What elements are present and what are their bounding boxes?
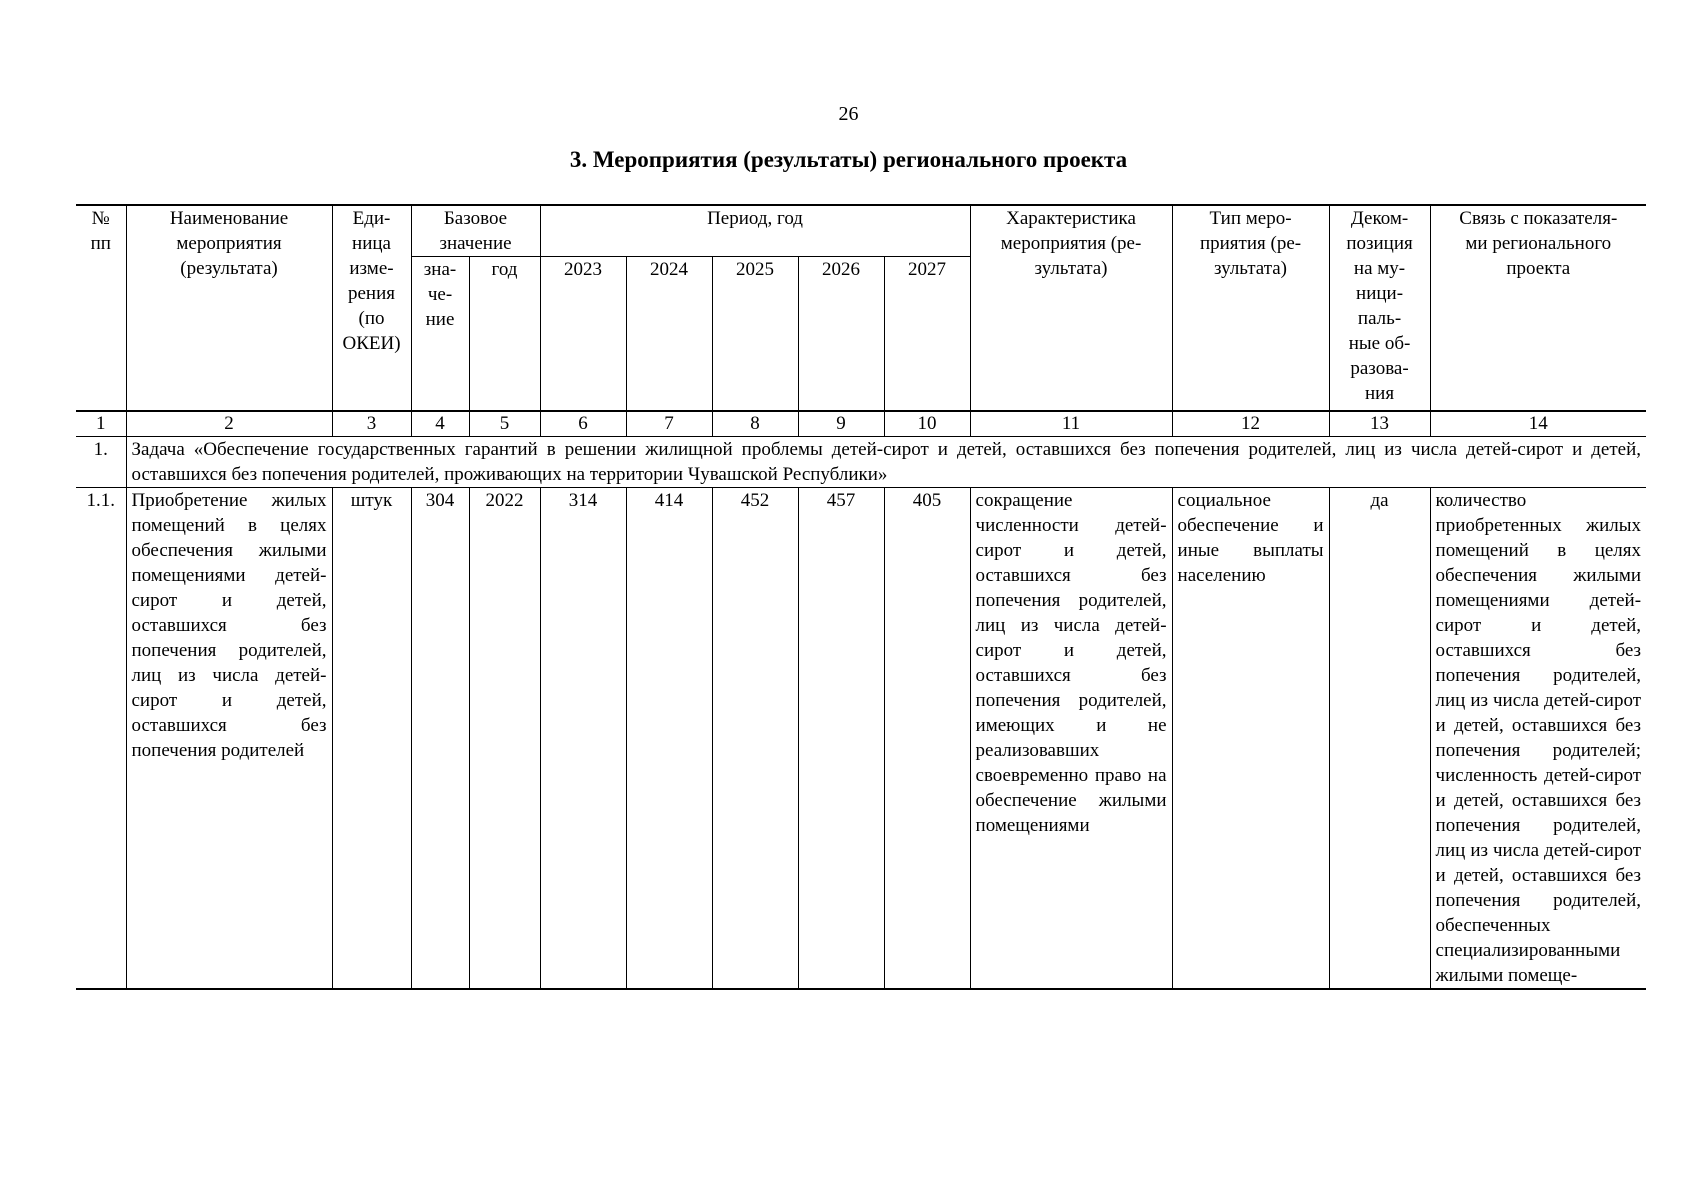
header-year-2027: 2027	[884, 257, 970, 283]
header-year-2026-space	[798, 282, 884, 411]
column-number: 10	[884, 411, 970, 437]
header-characteristic: Характеристика мероприятия (ре- зультата)	[970, 205, 1172, 411]
header-type: Тип меро- приятия (ре- зультата)	[1172, 205, 1329, 411]
item-value-2024: 414	[626, 488, 712, 990]
page-number: 26	[838, 103, 859, 125]
header-year-2024: 2024	[626, 257, 712, 283]
table-row	[76, 488, 1646, 990]
item-base-value: 304	[411, 488, 469, 990]
column-numbers-row	[76, 411, 1646, 437]
item-number: 1.1.	[76, 488, 126, 990]
header-number: № пп	[76, 205, 126, 411]
column-number: 4	[411, 411, 469, 437]
header-base: Базовое значение	[411, 205, 540, 257]
measures-table	[76, 204, 1646, 990]
column-number: 1	[76, 411, 126, 437]
header-year-2023: 2023	[540, 257, 626, 283]
column-number: 3	[332, 411, 411, 437]
header-unit: Еди- ница изме- рения (по ОКЕИ)	[332, 205, 411, 411]
column-number: 13	[1329, 411, 1430, 437]
column-number: 5	[469, 411, 540, 437]
item-value-2026: 457	[798, 488, 884, 990]
header-base-value: зна- че- ние	[411, 257, 469, 412]
column-number: 2	[126, 411, 332, 437]
header-year-2026: 2026	[798, 257, 884, 283]
item-value-2025: 452	[712, 488, 798, 990]
header-link: Связь с показателя- ми регионального проекта	[1430, 205, 1646, 411]
column-number: 6	[540, 411, 626, 437]
task-text: Задача «Обеспечение государственных гарантий в решении жилищной проблемы детей-сирот и детей, оставшихся без попечения родителей, лиц из числа детей-сирот и детей, оставшихся без попечения родителей, проживающих на территории Чувашской Республики»	[126, 437, 1646, 488]
section-title: 3. Мероприятия (результаты) регионального проекта	[569, 147, 1128, 172]
item-base-year: 2022	[469, 488, 540, 990]
header-year-2025: 2025	[712, 257, 798, 283]
column-number: 12	[1172, 411, 1329, 437]
header-year-2024-space	[626, 282, 712, 411]
column-number: 14	[1430, 411, 1646, 437]
item-name: Приобретение жилых помещений в целях обеспечения жилыми помещениями детей-сирот и детей, оставшихся без попечения родителей, лиц из числа детей-сирот и детей, оставшихся без попечения родителей	[126, 488, 332, 990]
item-characteristic: сокращение численности детей-сирот и детей, оставшихся без попечения родителей, лиц из числа детей-сирот и детей, оставшихся без попечения родителей, имеющих и не реализовавших своевременно право на обеспечение жилыми помещениями	[970, 488, 1172, 990]
header-year-2023-space	[540, 282, 626, 411]
header-base-year: год	[469, 257, 540, 412]
task-number: 1.	[76, 437, 126, 488]
item-link: количество приобретенных жилых помещений в целях обеспечения жилыми помещениями детей-сирот и детей, оставшихся без попечения родителей, лиц из числа детей-сирот и детей, оставшихся без попечения родителей; численность детей-сирот и детей, оставшихся без попечения родителей, лиц из числа детей-сирот и детей, оставшихся без попечения родителей, обеспеченных специализированными жилыми помеще-	[1430, 488, 1646, 990]
column-number: 7	[626, 411, 712, 437]
column-number: 9	[798, 411, 884, 437]
header-decomposition: Деком- позиция на му- ници- паль- ные об- разова- ния	[1329, 205, 1430, 411]
item-decomposition: да	[1329, 488, 1430, 990]
header-year-2025-space	[712, 282, 798, 411]
header-year-2027-space	[884, 282, 970, 411]
header-period: Период, год	[540, 205, 970, 257]
item-value-2027: 405	[884, 488, 970, 990]
item-value-2023: 314	[540, 488, 626, 990]
column-number: 8	[712, 411, 798, 437]
header-name: Наименование мероприятия (результата)	[126, 205, 332, 411]
column-number: 11	[970, 411, 1172, 437]
item-type: социальное обеспечение и иные выплаты населению	[1172, 488, 1329, 990]
header-row-1	[76, 205, 1646, 257]
item-unit: штук	[332, 488, 411, 990]
task-row	[76, 437, 1646, 488]
